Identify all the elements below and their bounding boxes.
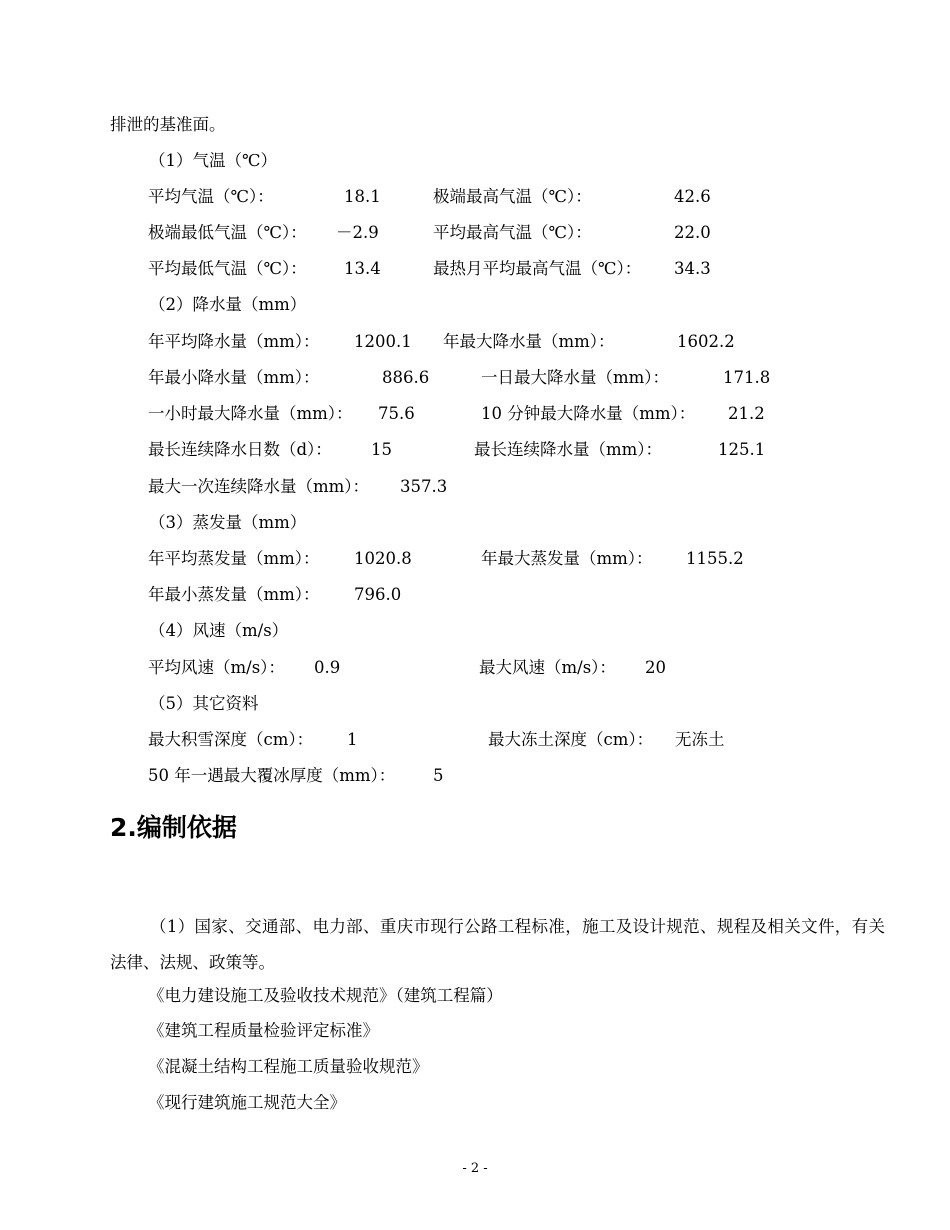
- field-value: 22.0: [674, 223, 711, 242]
- field-value: 42.6: [674, 187, 711, 206]
- field-label: 年最大蒸发量（mm）：: [481, 549, 653, 568]
- field-label: 平均气温（℃）：: [148, 187, 274, 206]
- reference-item: 《建筑工程质量检验评定标准》: [148, 1021, 379, 1040]
- field-label: 10 分钟最大降水量（mm）：: [481, 404, 696, 423]
- field-value: 34.3: [674, 259, 711, 278]
- field-value: 13.4: [344, 259, 381, 278]
- field-label: 年最大降水量（mm）：: [443, 332, 615, 351]
- reference-item: 《混凝土结构工程施工质量验收规范》: [148, 1057, 429, 1076]
- field-value: 1020.8: [354, 549, 412, 568]
- intro-tail: 排泄的基准面。: [110, 115, 226, 134]
- section-title: 2.编制依据: [110, 813, 237, 842]
- field-label: 最大一次连续降水量（mm）：: [148, 477, 370, 496]
- field-label: 一小时最大降水量（mm）：: [148, 404, 353, 423]
- field-label: 最长连续降水量（mm）：: [474, 440, 663, 459]
- reference-item: 《电力建设施工及验收技术规范》（建筑工程篇）: [148, 986, 503, 1005]
- page-number: - 2 -: [462, 1161, 488, 1176]
- field-label: 平均风速（m/s）：: [148, 658, 285, 677]
- field-label: 最长连续降水日数（d）：: [148, 440, 332, 459]
- field-label: 年平均蒸发量（mm）：: [148, 549, 320, 568]
- field-value: 15: [371, 440, 392, 459]
- field-value: 796.0: [354, 585, 402, 604]
- field-label: 最大风速（m/s）：: [479, 658, 616, 677]
- field-label: 年最小降水量（mm）：: [148, 368, 320, 387]
- field-value: 125.1: [718, 440, 766, 459]
- basis-paragraph: （1）国家、交通部、电力部、重庆市现行公路工程标准，施工及设计规范、规程及相关文件，有关法律、法规、政策等。: [110, 917, 885, 972]
- precipitation-heading: （2）降水量（mm）: [149, 295, 307, 314]
- field-value: 5: [433, 766, 444, 785]
- field-label: 最大冻土深度（cm）：: [488, 730, 654, 749]
- field-label: 平均最高气温（℃）：: [433, 223, 592, 242]
- field-value: 21.2: [728, 404, 765, 423]
- reference-item: 《现行建筑施工规范大全》: [148, 1093, 346, 1112]
- temperature-heading: （1）气温（℃）: [149, 151, 277, 170]
- other-heading: （5）其它资料: [149, 694, 259, 713]
- field-label: 年平均降水量（mm）：: [148, 332, 320, 351]
- field-label: 年最小蒸发量（mm）：: [148, 585, 320, 604]
- field-label: 极端最低气温（℃）：: [148, 223, 307, 242]
- field-value: 357.3: [400, 477, 448, 496]
- field-value: 886.6: [382, 368, 430, 387]
- wind-heading: （4）风速（m/s）: [149, 621, 289, 640]
- field-value: 1: [347, 730, 358, 749]
- field-label: 极端最高气温（℃）：: [433, 187, 592, 206]
- field-label: 一日最大降水量（mm）：: [481, 368, 670, 387]
- field-value: 1602.2: [677, 332, 735, 351]
- field-value: 1155.2: [686, 549, 744, 568]
- field-label: 平均最低气温（℃）：: [148, 259, 307, 278]
- field-value: 0.9: [314, 658, 341, 677]
- field-value: 75.6: [378, 404, 415, 423]
- field-label: 最大积雪深度（cm）：: [148, 730, 314, 749]
- field-value: 171.8: [723, 368, 771, 387]
- evaporation-heading: （3）蒸发量（mm）: [149, 513, 307, 532]
- field-value: －2.9: [336, 223, 379, 242]
- field-value: 20: [645, 658, 666, 677]
- field-value: 1200.1: [354, 332, 412, 351]
- field-value: 无冻土: [675, 730, 725, 749]
- field-value: 18.1: [344, 187, 381, 206]
- field-label: 50 年一遇最大覆冰厚度（mm）：: [148, 766, 396, 785]
- field-label: 最热月平均最高气温（℃）：: [433, 259, 642, 278]
